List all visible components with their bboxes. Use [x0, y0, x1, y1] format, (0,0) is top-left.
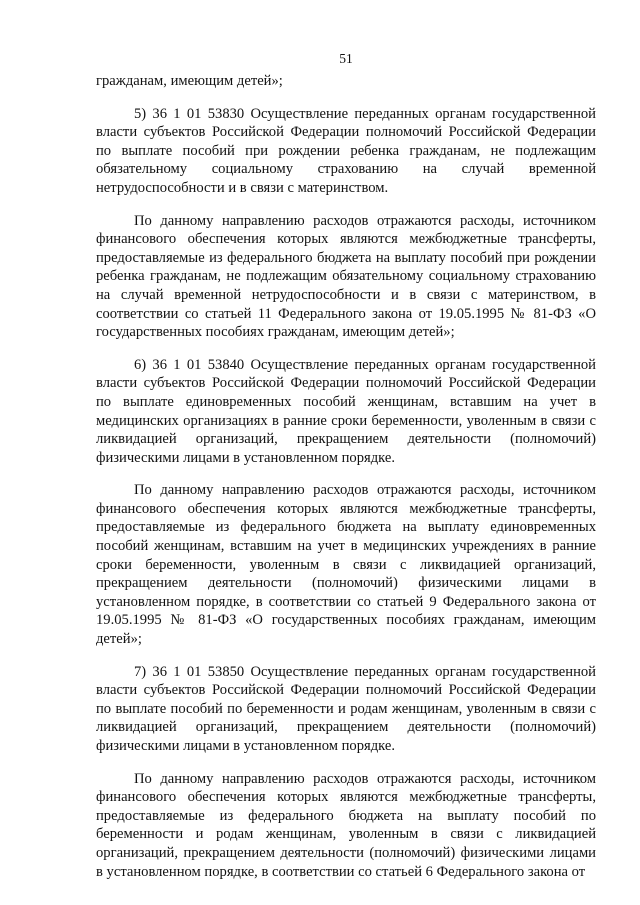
continuation-paragraph: гражданам, имеющим детей»;: [96, 73, 283, 89]
description-paragraph-7: По данному направлению расходов отражаются расходы, источником финансового обеспечения которых являются межбюджетные трансферты, предоставляемые из федерального бюджета на выплату пособий по беременности и родам женщинам, уволенным в связи с ликвидацией организаций, прекращением деятельности (полномочий) физическими лицами в установленном порядке, в соответствии со статьей 6 Федерального закона от: [96, 770, 596, 880]
description-paragraph-6: По данному направлению расходов отражаются расходы, источником финансового обеспечения которых являются межбюджетные трансферты, предоставляемые из федерального бюджета на выплату единовременных пособий женщинам, вставшим на учет в медицинских учреждениях в ранние сроки беременности, уволенным в связи с ликвидацией организаций, прекращением деятельности (полномочий) физическими лицами в установленном порядке, в соответствии со статьей 9 Федерального закона от 19.05.1995 № 81-ФЗ «О государственных пособиях гражданам, имеющим детей»;: [96, 482, 596, 648]
item-5-paragraph: 5) 36 1 01 53830 Осуществление переданных органам государственной власти субъектов Российской Федерации полномочий Российской Федерации по выплате пособий при рождении ребенка гражданам, не подлежащим обязательному социальному страхованию на случай временной нетрудоспособности и в связи с материнством.: [96, 105, 596, 196]
document-body: [96, 72, 596, 895]
description-paragraph-5: По данному направлению расходов отражаются расходы, источником финансового обеспечения которых являются межбюджетные трансферты, предоставляемые из федерального бюджета на выплату пособий при рождении ребенка гражданам, не подлежащим обязательному социальному страхованию на случай временной нетрудоспособности и в связи с материнством, в соответствии со статьей 11 Федерального закона от 19.05.1995 № 81-ФЗ «О государственных пособиях гражданам, имеющим детей»;: [96, 212, 596, 341]
page-number: 51: [339, 51, 353, 66]
item-7-paragraph: 7) 36 1 01 53850 Осуществление переданных органам государственной власти субъектов Российской Федерации полномочий Российской Федерации по выплате пособий по беременности и родам женщинам, уволенным в связи с ликвидацией организаций, прекращением деятельности (полномочий) физическими лицами в установленном порядке.: [96, 663, 596, 754]
item-6-paragraph: 6) 36 1 01 53840 Осуществление переданных органам государственной власти субъектов Российской Федерации полномочий Российской Федерации по выплате единовременных пособий женщинам, вставшим на учет в медицинских организациях в ранние сроки беременности, уволенным в связи с ликвидацией организаций, прекращением деятельности (полномочий) физическими лицами в установленном порядке.: [96, 356, 596, 466]
